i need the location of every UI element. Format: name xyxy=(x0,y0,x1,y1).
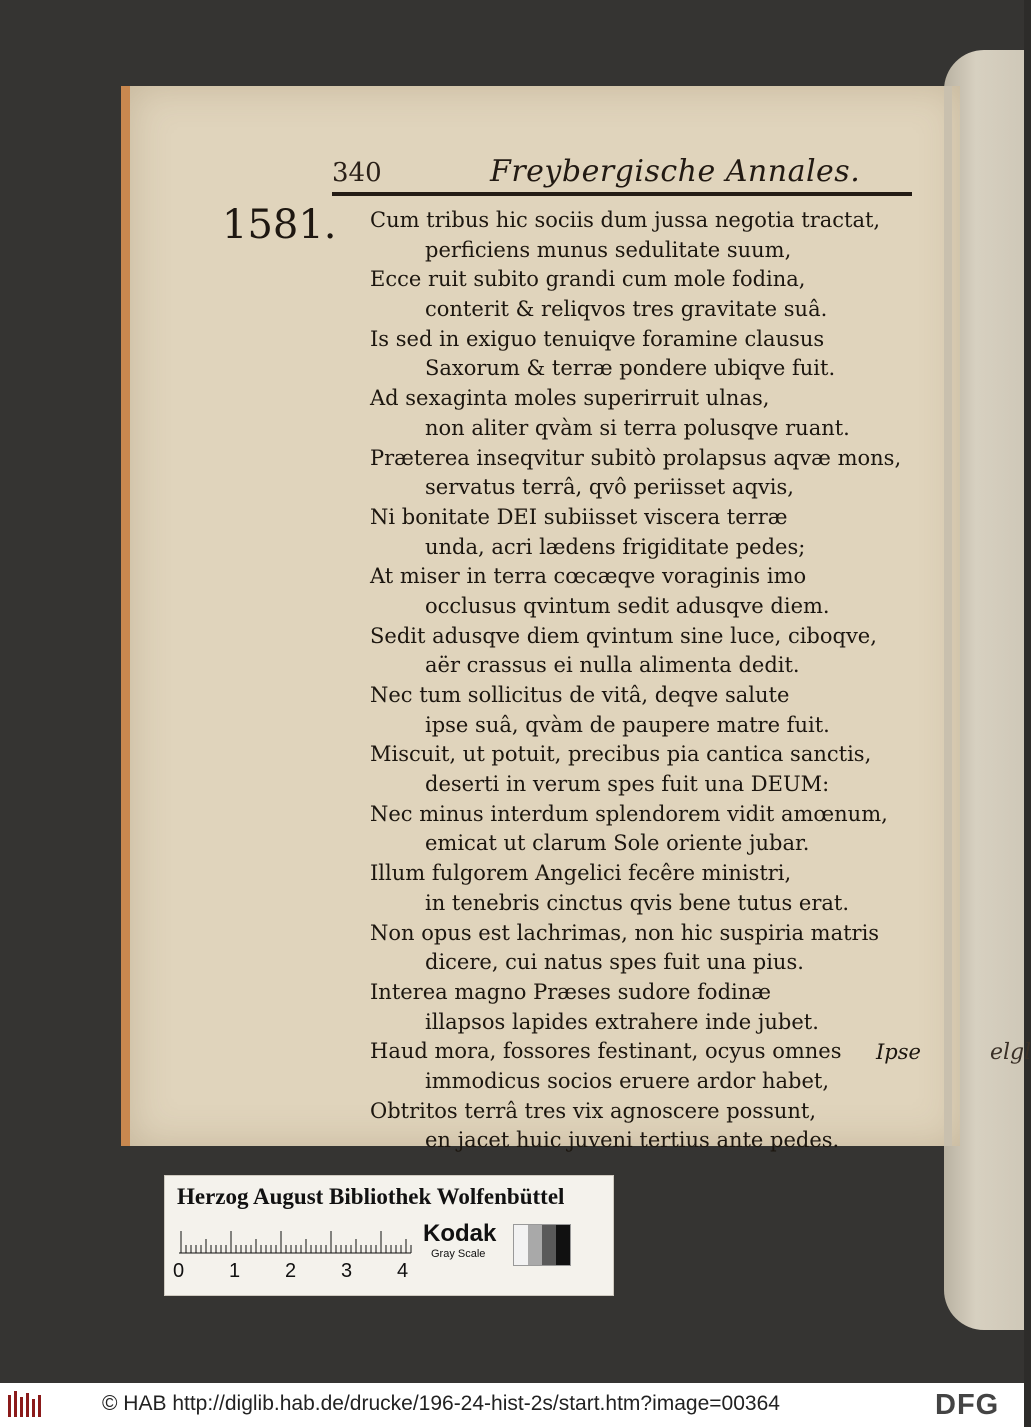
verse-line: Miscuit, ut potuit, precibus pia cantica sanctis, xyxy=(370,742,872,767)
verse-line: Non opus est lachrimas, non hic suspiria matris xyxy=(370,920,880,945)
ruler-number: 4 xyxy=(397,1260,409,1282)
running-head xyxy=(332,152,912,202)
ruler-number: 3 xyxy=(341,1260,353,1282)
verse-line: occlusus qvintum sedit adusqve diem. xyxy=(425,593,830,618)
gray-swatches xyxy=(513,1224,571,1266)
verse-line: Is sed in exiguo tenuiqve foramine clausus xyxy=(370,326,825,351)
catchword: Ipse xyxy=(876,1040,921,1064)
verse-line: Haud mora, fossores festinant, ocyus omnes xyxy=(370,1039,842,1064)
verse-line: aër crassus ei nulla alimenta dedit. xyxy=(425,653,800,678)
verse-line: immodicus socios eruere ardor habet, xyxy=(425,1068,830,1093)
verse-line: Interea magno Præses sudore fodinæ xyxy=(370,979,771,1004)
ruler-number: 1 xyxy=(229,1260,241,1282)
verse-line: Nec minus interdum splendorem vidit amœnum, xyxy=(370,801,888,826)
ruler-number: 2 xyxy=(285,1260,297,1282)
verse-line: Nec tum sollicitus de vitâ, deqve salute xyxy=(370,683,790,707)
footer-bar xyxy=(0,1383,1024,1427)
verse-line: At miser in terra cœcæqve voraginis imo xyxy=(370,564,807,589)
dfg-logo: DFG xyxy=(935,1389,1000,1421)
verse-line: non aliter qvàm si terra polusqve ruant. xyxy=(425,415,850,440)
verse-line: servatus terrâ, qvô periisset aqvis, xyxy=(425,475,794,500)
gray-swatch xyxy=(528,1225,542,1265)
hab-logo-icon xyxy=(6,1389,46,1421)
verse-line: illapsos lapides extrahere inde jubet. xyxy=(425,1009,819,1034)
verse-line: unda, acri lædens frigiditate pedes; xyxy=(425,534,806,559)
gray-swatch xyxy=(556,1225,570,1265)
copyright-url[interactable]: © HAB http://diglib.hab.de/drucke/196-24-hist-2s/start.htm?image=00364 xyxy=(102,1392,780,1415)
next-leaf-fragment: elgl xyxy=(990,1040,1031,1065)
verse-line: conterit & reliqvos tres gravitate suâ. xyxy=(425,297,828,322)
verse-line: Ecce ruit subito grandi cum mole fodina, xyxy=(370,267,806,292)
verse-line: ipse suâ, qvàm de paupere matre fuit. xyxy=(425,712,830,737)
verse-line: Obtritos terrâ tres vix agnoscere possunt, xyxy=(370,1098,817,1123)
verse-block xyxy=(370,206,902,1156)
verse-line: dicere, cui natus spes fuit una pius. xyxy=(425,950,804,975)
ruler-numbers xyxy=(173,1260,453,1283)
verse-line: perficiens munus sedulitate suum, xyxy=(425,237,792,262)
page-gutter xyxy=(944,86,952,1146)
verse-line: Illum fulgorem Angelici fecêre ministri, xyxy=(370,861,792,886)
verse-line: Sedit adusqve diem qvintum sine luce, ciboqve, xyxy=(370,623,877,648)
verse-line: Ad sexaginta moles superirruit ulnas, xyxy=(370,386,770,411)
ruler-number: 0 xyxy=(173,1260,185,1282)
verse-line: Ni bonitate DEI subiisset viscera terræ xyxy=(370,504,788,529)
running-title: Freybergische Annales. xyxy=(490,154,861,189)
verse-line: in tenebris cinctus qvis bene tutus erat. xyxy=(425,890,850,915)
library-name: Herzog August Bibliothek Wolfenbüttel xyxy=(177,1184,565,1209)
gray-swatch xyxy=(514,1225,528,1265)
verse-line: Præterea inseqvitur subitò prolapsus aqvæ mons, xyxy=(370,445,902,470)
gray-swatch xyxy=(542,1225,556,1265)
verse-line: emicat ut clarum Sole oriente jubar. xyxy=(425,831,810,856)
verse-line: en jacet huic juveni tertius ante pedes. xyxy=(425,1128,840,1153)
verse-line: Cum tribus hic sociis dum jussa negotia tractat, xyxy=(370,208,881,232)
ruler-icon xyxy=(179,1228,411,1254)
head-rule xyxy=(332,192,912,196)
verse-line: deserti in verum spes fuit una DEUM: xyxy=(425,772,830,797)
page-number: 340 xyxy=(332,158,382,188)
margin-year: 1581. xyxy=(222,202,337,248)
kodak-brand: Kodak xyxy=(423,1220,497,1247)
color-calibration-card xyxy=(164,1175,614,1296)
verse-line: Saxorum & terræ pondere ubiqve fuit. xyxy=(425,356,836,381)
gray-scale-label: Gray Scale xyxy=(431,1248,486,1260)
